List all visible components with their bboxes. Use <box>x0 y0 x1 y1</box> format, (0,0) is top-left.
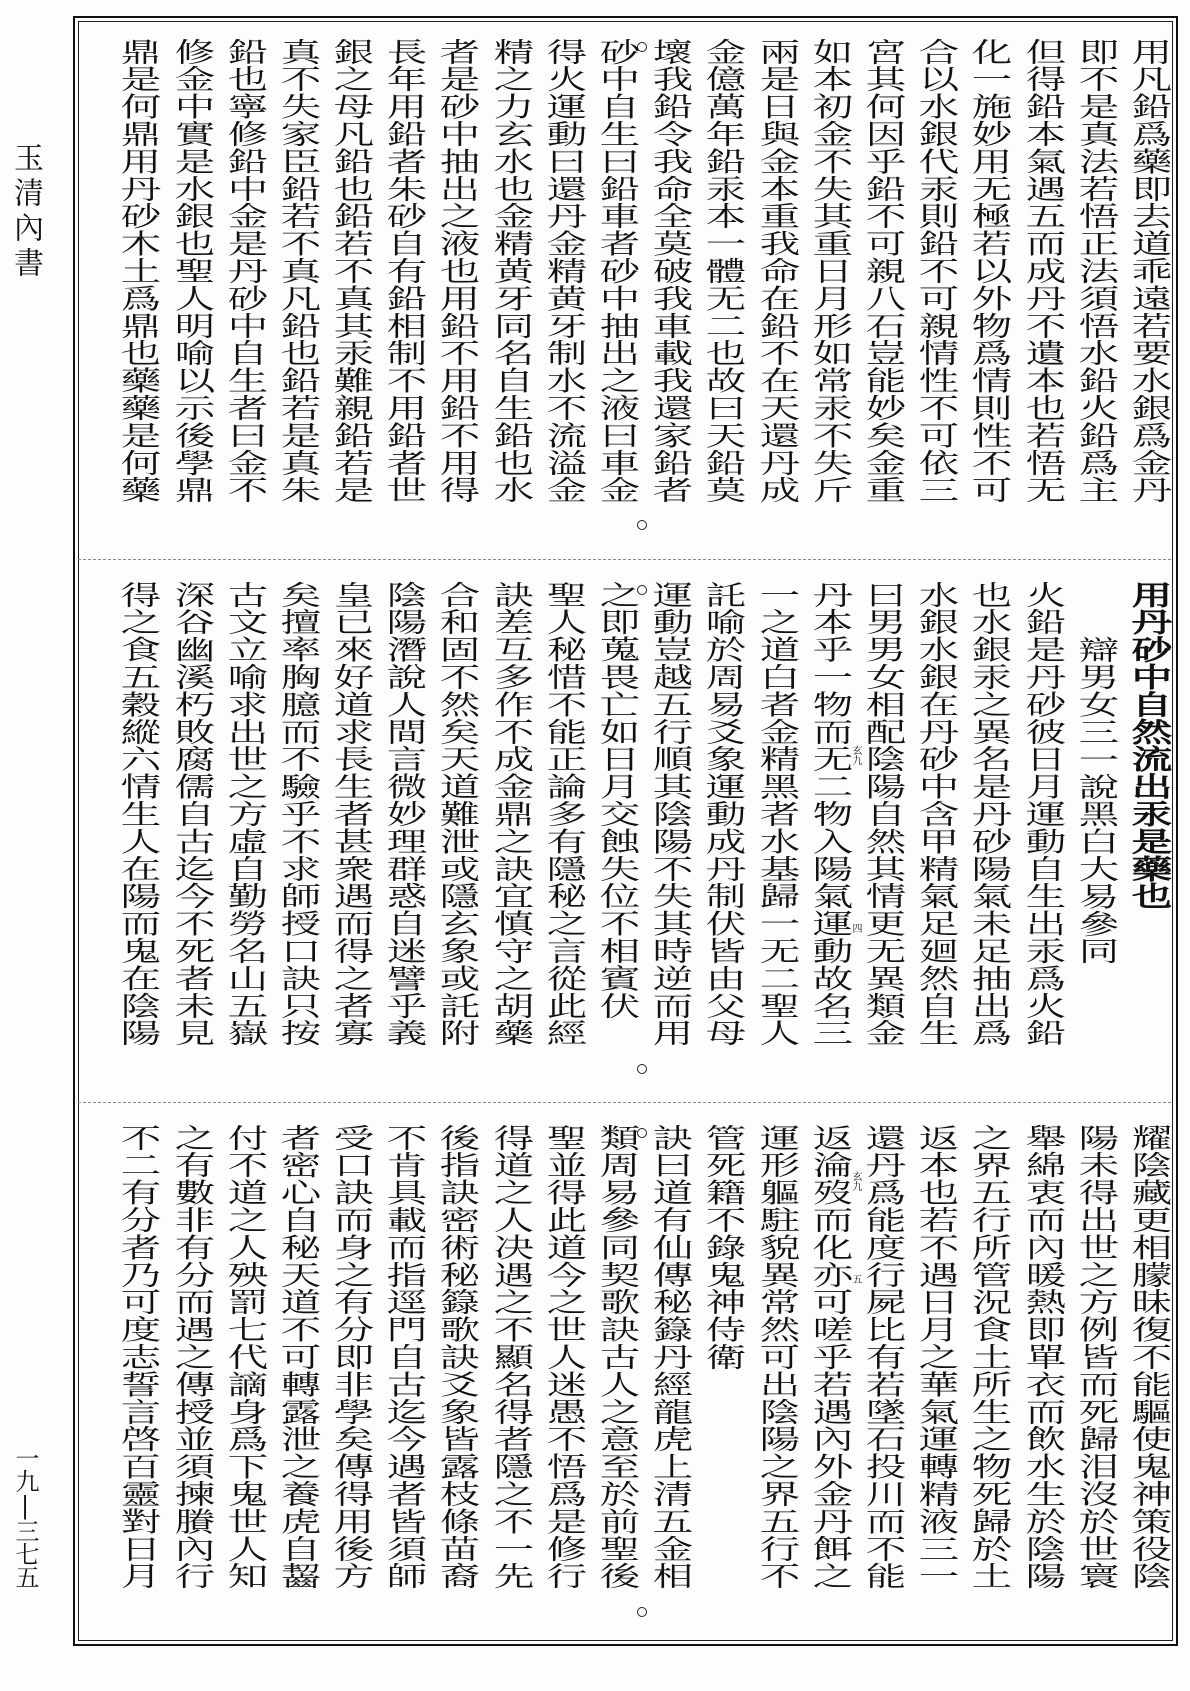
text-column: 類周易參同契歌訣古人之意至於前聖後 <box>592 1124 639 1590</box>
text-column: 火鉛是丹砂彼日月運動自生出汞爲火鉛 <box>1017 581 1065 1047</box>
text-column: 運動豈越五行順其陰陽不失其時逆而用 <box>645 581 692 1047</box>
text-column: 用凡鉛爲藥即去道乖遠若要水銀爲金丹 <box>1124 38 1171 504</box>
text-column: 陰陽潛說人間言微妙理群惑自迷譬乎義 <box>379 581 427 1047</box>
text-column: 一之道白者金精黑者水基歸一无二聖人 <box>751 581 799 1047</box>
text-column: 皇已來好道求長生者甚衆遇而得之者寡 <box>326 581 373 1047</box>
text-column: 銀之母凡鉛也鉛若不真其汞難親鉛若是 <box>326 38 373 504</box>
text-column: 者是砂中抽出之液也用鉛不用鉛不用得 <box>432 38 480 504</box>
text-column: 宮其何因乎鉛不可親八石豈能妙矣金重 <box>858 38 905 504</box>
text-column: 壞我鉛令我命全莫破我車載我還家鉛者 <box>645 38 692 504</box>
margin-book-title: 玉清內書 <box>8 142 43 282</box>
page-marker-note: 玄九 <box>850 1171 861 1191</box>
register-1 <box>110 38 1174 538</box>
text-column: 聖並得此道今之世人迷愚不悟爲是修行 <box>539 1124 586 1590</box>
text-column: 耀陰藏更相朦昧復不能驅使鬼神策役陰 <box>1124 1124 1171 1590</box>
section-title-column: 用丹砂中自然流出汞是藥也 <box>1124 581 1171 910</box>
text-column: 後指訣密術秘籙歌訣爻象皆露枝條苗裔 <box>432 1124 480 1590</box>
register-2 <box>110 581 1174 1081</box>
text-column: 不肯具載而指逕門自古迄今遇者皆須師 <box>379 1124 427 1590</box>
margin-page-number: 一九|三七五 <box>11 1446 39 1588</box>
text-column: 舉綿衷而內暖熱即單衣而飲水生於陰陽 <box>1017 1124 1065 1590</box>
text-column: 付不道之人殃罰七代謫身爲下鬼世人知 <box>219 1124 267 1590</box>
text-column: 但得鉛本氣遇五而成丹不遺本也若悟无 <box>1017 38 1065 504</box>
page-marker-note: 四 <box>850 923 861 933</box>
text-column: 精之力玄水也金精黄牙同名自生鉛也水 <box>485 38 533 504</box>
text-column: 長年用鉛者朱砂自有鉛相制不用鉛者世 <box>379 38 427 504</box>
text-column: 不二有分者乃可度志誓言啓百靈對日月 <box>113 1124 161 1590</box>
text-column: 合以水銀代汞則鉛不可親情性不可依三 <box>911 38 958 504</box>
text-column: 水銀水銀在丹砂中含甲精氣足廻然自生 <box>911 581 958 1047</box>
text-column: 之有數非有分而遇之傳授並須揀賸內行 <box>166 1124 214 1590</box>
text-column: 真不失家臣鉛若不真凡鉛也鉛若是真朱 <box>273 38 320 504</box>
text-column: 古文立喻求出世之方虛自勤勞名山五嶽 <box>219 581 267 1047</box>
subtitle-column: 辯男女三一說黑白大易參同 <box>1070 636 1118 965</box>
text-column: 聖人秘惜不能正論多有隱秘之言從此經 <box>539 581 586 1047</box>
text-column: 之即蒐畏亡如日月交蝕失位不相賓伏 <box>592 581 639 1020</box>
text-column: 訣差互多作不成金鼎之訣宜慎守之胡藥 <box>485 581 533 1047</box>
text-column: 修金中實是水銀也聖人明喻以示後學鼎 <box>166 38 214 504</box>
text-column: 受口訣而身之有分即非學矣傳得用後方 <box>326 1124 373 1590</box>
text-column: 合和固不然矣天道難泄或隱玄象或託附 <box>432 581 480 1047</box>
text-column: 運形軀駐貌異常然可出陰陽之界五行不 <box>751 1124 799 1590</box>
text-column: 託喻於周易爻象運動成丹制伏皆由父母 <box>698 581 746 1047</box>
page-marker-note: 玄九 <box>850 745 861 765</box>
text-column: 丹本乎一物而无二物入陽氣運動故名三 <box>805 581 852 1047</box>
register-3 <box>110 1124 1174 1624</box>
text-column: 之界五行所管況食土所生之物死歸於土 <box>964 1124 1012 1590</box>
text-column: 得之食五穀縱六情生人在陽而鬼在陰陽 <box>113 581 161 1047</box>
text-column: 曰男男女相配陰陽自然其情更无異類金 <box>858 581 905 1047</box>
text-column: 如本初金不失其重日月形如常汞不失斤 <box>805 38 852 504</box>
text-column: 兩是日與金本重我命在鉛不在天還丹成 <box>751 38 799 504</box>
text-column: 鉛也寧修鉛中金是丹砂中自生者曰金不 <box>219 38 267 504</box>
text-column: 得道之人决遇之不顯名得者隱之不一先 <box>485 1124 533 1590</box>
text-column: 矣擅率胸臆而不驗乎不求師授口訣只按 <box>273 581 320 1047</box>
text-column: 訣曰道有仙傳秘籙丹經龍虎上清五金相 <box>645 1124 692 1590</box>
text-column: 也水銀汞之異名是丹砂陽氣未足抽出爲 <box>964 581 1012 1047</box>
text-column: 鼎是何鼎用丹砂木土爲鼎也藥藥是何藥 <box>113 38 161 504</box>
page-marker-note: 五 <box>850 1274 861 1284</box>
text-column: 金億萬年鉛汞本一體无二也故曰天鉛莫 <box>698 38 746 504</box>
text-column: 陽未得出世之方例皆而死歸泪沒於世寰 <box>1070 1124 1118 1590</box>
register-divider <box>78 1102 1171 1103</box>
text-column: 者密心自秘天道不可轉露泄之養虎自齧 <box>273 1124 320 1590</box>
text-column: 得火運動曰還丹金精黄牙制水不流溢金 <box>539 38 586 504</box>
text-column: 砂中自生曰鉛車者砂中抽出之液曰車金 <box>592 38 639 504</box>
register-divider <box>78 559 1171 560</box>
text-column: 即不是真法若悟正法須悟水鉛火鉛爲主 <box>1070 38 1118 504</box>
text-column: 還丹爲能度行屍比有若墜石投川而不能 <box>858 1124 905 1590</box>
text-column: 化一施妙用无極若以外物爲情則性不可 <box>964 38 1012 504</box>
text-column: 返本也若不遇日月之華氣運轉精液三一 <box>911 1124 958 1590</box>
text-column: 管死籍不錄鬼神侍衛 <box>698 1124 746 1371</box>
text-column: 深谷幽溪朽敗腐儒自古迄今不死者未見 <box>166 581 214 1047</box>
text-column: 返淪歿而化亦可嗟乎若遇內外金丹餌之 <box>805 1124 852 1590</box>
